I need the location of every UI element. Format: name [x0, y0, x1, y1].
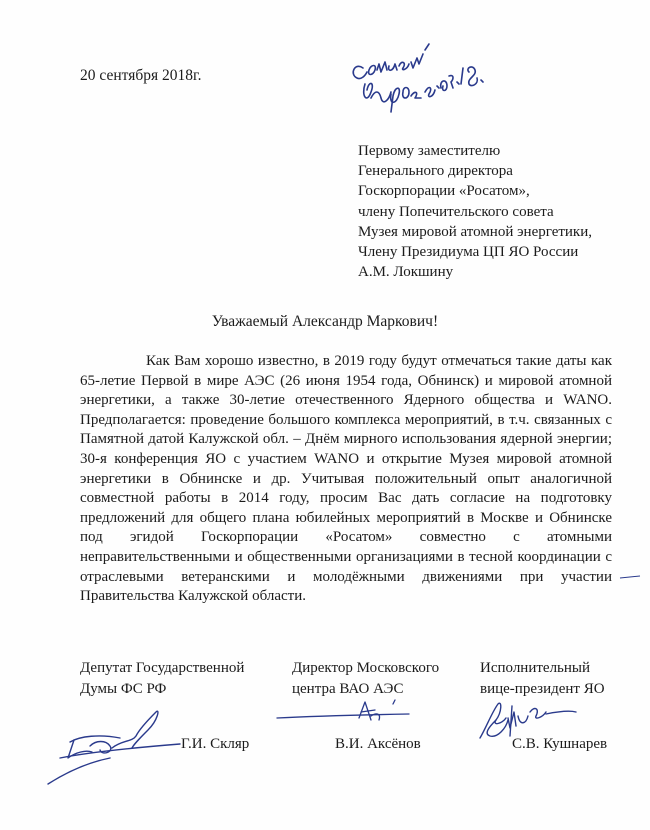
signatory-title-line: вице-президент ЯО: [480, 681, 605, 697]
approval-handwritten-note: [345, 40, 495, 120]
signatory-name-2: В.И. Аксёнов: [335, 736, 421, 752]
signatory-title-line: Думы ФС РФ: [80, 681, 167, 697]
addressee-line: Первому заместителю: [358, 143, 501, 159]
signatory-title-3: [480, 658, 605, 700]
addressee-line: Генерального директора: [358, 163, 513, 180]
letter-body: Как Вам хорошо известно, в 2019 году будут отмечаться такие даты как 65-летие Первой в мире АЭС (26 июня 1954 года, Обнинск) и мировой атомной энергетики, а также 30-летие отечественного Ядерного общества и WANO. Предполагается: проведение большого комплекса мероприятий, в т.ч. связанных с Памятной датой Калужской обл. – Днём мирного использования ядерной энергии; 30-я конференция ЯО с участием WANO и открытие Музея мировой атомной энергетики в Обнинске и др. Учитывая положительный опыт аналогичной совместной работы в 2014 году, просим Вас дать согласие на подготовку предложений для общего плана юбилейных мероприятий в Москве и Обнинске под эгидой Госкорпорации «Росатом» совместно с атомными неправительственными и общественными организациями в тесной координации с отраслевыми ветеранскими и молодёжными движениями при участии Правительства Калужской области.: [80, 353, 612, 605]
signatory-title-line: Исполнительный: [480, 660, 591, 676]
signatory-title-line: центра ВАО АЭС: [292, 681, 404, 697]
addressee-line: А.М. Локшину: [358, 264, 454, 281]
margin-mark: [610, 560, 650, 600]
signatory-title-1: [80, 658, 244, 700]
signature-aksenov: [275, 690, 425, 730]
addressee-line: Музея мировой атомной энергетики,: [358, 223, 592, 240]
signatory-title-line: Депутат Государственной: [80, 660, 245, 676]
signatory-name-3: С.В. Кушнарев: [512, 736, 608, 752]
addressee-line: Госкорпорации «Росатом»,: [358, 183, 530, 200]
signatory-name-1: Г.И. Скляр: [181, 736, 250, 752]
signature-sklyar: [40, 700, 190, 790]
salutation: Уважаемый Александр Маркович!: [211, 313, 439, 330]
addressee-line: Члену Президиума ЦП ЯО России: [358, 244, 579, 261]
signatory-title-line: Директор Московского: [292, 660, 440, 676]
letter-date: 20 сентября 2018г.: [80, 67, 202, 84]
addressee-block: [358, 141, 592, 282]
addressee-line: члену Попечительского совета: [358, 203, 554, 220]
